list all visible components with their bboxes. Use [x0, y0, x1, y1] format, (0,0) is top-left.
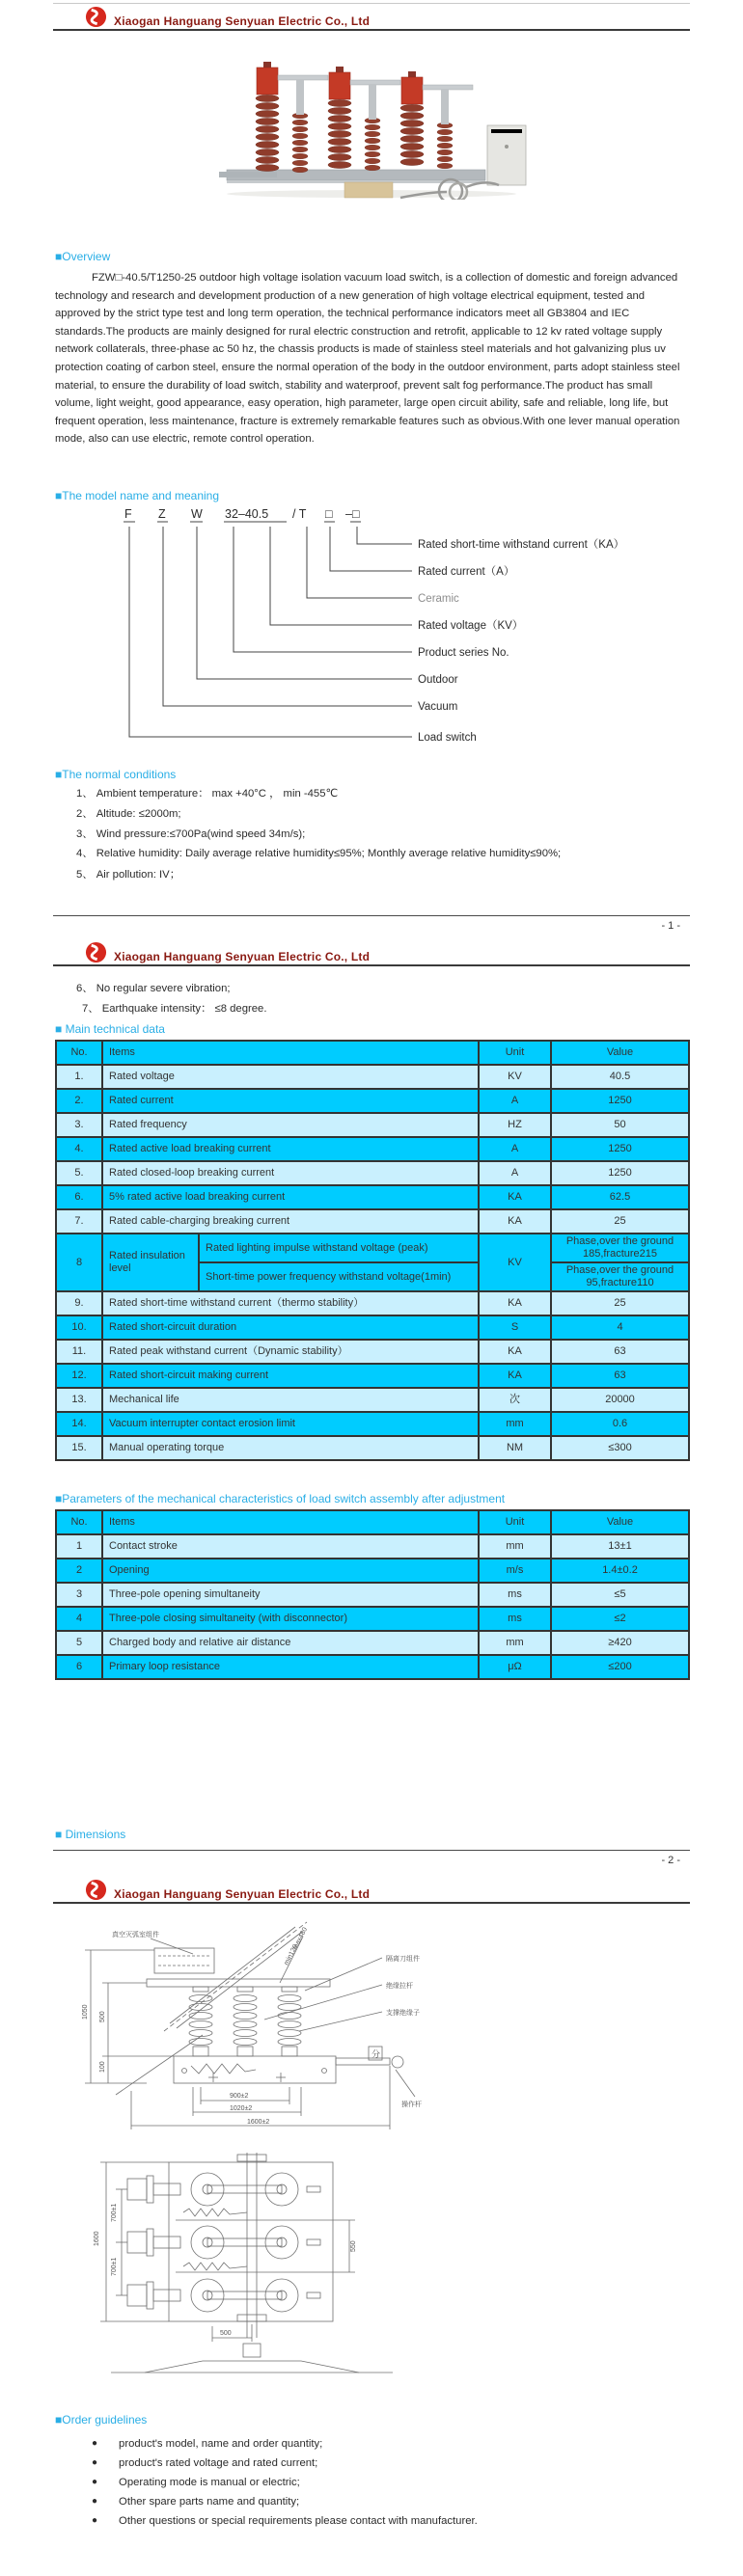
table-cell: Rated current — [102, 1089, 479, 1113]
table-cell: KA — [479, 1364, 551, 1388]
table-cell: ≥420 — [551, 1631, 689, 1655]
company-logo-icon — [85, 1879, 107, 1901]
table-cell: 13±1 — [551, 1534, 689, 1559]
table-cell: 8 — [56, 1234, 102, 1291]
dim-500: 500 — [99, 2011, 106, 2022]
table-cell: KA — [479, 1209, 551, 1234]
table-cell: 1. — [56, 1065, 102, 1089]
table-cell: 2. — [56, 1089, 102, 1113]
table-cell: m/s — [479, 1559, 551, 1583]
dim-plan-1600: 1600 — [94, 2231, 100, 2246]
overview-title: ■Overview — [55, 250, 111, 263]
table-cell: ms — [479, 1583, 551, 1607]
table-cell: 62.5 — [551, 1185, 689, 1209]
model-label-load-switch: Load switch — [418, 732, 477, 744]
drawing-label-knife-assembly: 隔离刀组件 — [386, 1956, 420, 1963]
normal-conditions-title: ■The normal conditions — [55, 768, 177, 781]
bullet-icon: ● — [92, 2438, 98, 2449]
model-code-box2: –□ — [345, 507, 360, 521]
table-cell: HZ — [479, 1113, 551, 1137]
table-cell: mm — [479, 1631, 551, 1655]
table-row — [56, 1534, 689, 1559]
list-item — [92, 2434, 688, 2454]
table-cell: 6 — [56, 1655, 102, 1679]
table-cell: 13. — [56, 1388, 102, 1412]
list-item: 5、 Air pollution: IV； — [76, 869, 180, 881]
table-cell: 11. — [56, 1340, 102, 1364]
table-row — [56, 1607, 689, 1631]
page3-header — [85, 1879, 370, 1901]
model-label-ceramic: Ceramic — [418, 593, 459, 605]
bullet-text: Other spare parts name and quantity; — [119, 2496, 300, 2508]
table-cell: ≤200 — [551, 1655, 689, 1679]
model-label-vacuum: Vacuum — [418, 701, 458, 713]
table-cell: 40.5 — [551, 1065, 689, 1089]
dimensions-drawing — [58, 1921, 473, 2394]
company-name: Xiaogan Hanguang Senyuan Electric Co., Ltd — [114, 14, 371, 28]
page2-header — [85, 941, 370, 963]
table-cell: No. — [56, 1041, 102, 1065]
table-cell: Unit — [479, 1510, 551, 1534]
dimensions-title: ■ Dimensions — [55, 1828, 126, 1841]
table-cell: A — [479, 1161, 551, 1185]
dim-1600: 1600±2 — [247, 2119, 270, 2126]
page1-footer-line — [53, 915, 690, 916]
table-cell: Rated short-circuit duration — [102, 1315, 479, 1340]
table-cell: 9. — [56, 1291, 102, 1315]
bullet-icon: ● — [92, 2477, 98, 2487]
table-cell: Rated peak withstand current（Dynamic stability） — [102, 1340, 479, 1364]
table-cell: 4. — [56, 1137, 102, 1161]
table-cell: 5 — [56, 1631, 102, 1655]
dim-1050: 1050 — [82, 2004, 89, 2020]
list-item — [92, 2511, 688, 2531]
table-cell: 50 — [551, 1113, 689, 1137]
bullet-text: Other questions or special requirements please contact with manufacturer. — [119, 2515, 478, 2527]
table-cell: 63 — [551, 1340, 689, 1364]
page1-number: - 1 - — [661, 920, 680, 932]
drawing-label-vacuum-assembly: 真空灭弧室组件 — [112, 1932, 159, 1939]
table-cell: Value — [551, 1510, 689, 1534]
overview-body: FZW□-40.5/T1250-25 outdoor high voltage isolation vacuum load switch, is a collection of domestic and foreign advanced technology and research and development production of a new generation of high voltage electrical equipment, tested and approved by the strict type test and long term operation, the technical performance indicators meet all GB3804 and IEC standards.The products are mainly designed for rural electric construction and retrofit, applicable to 12 kv rated voltage supply network collaterals, three-phase ac 50 hz, the chassis products is made of stainless steel materials and hot galvanizing plus uv protection coating of carbon steel, ensure the normal operation of the body in the outdoor environment, parts adopt stainless steel material, to ensure the durability of load switch, stability and waterproof, prevent salt fog performance.The product has small volume, light weight, good appearance, easy operation, high parameter, large open circuit ability, safe and reliable, long life, but frequent operation, less maintenance, fracture is extremely remarkable features such as obvious.With one lever manual operation mode, also can use electric, remote control operation. — [55, 272, 680, 446]
company-logo-icon — [85, 941, 107, 963]
company-logo-icon — [85, 6, 107, 28]
table-cell: KV — [479, 1065, 551, 1089]
model-code-box1: □ — [325, 507, 333, 521]
table-cell: Rated lighting impulse withstand voltage (peak) — [199, 1234, 479, 1262]
table-cell: Rated closed-loop breaking current — [102, 1161, 479, 1185]
table-cell: Three-pole opening simultaneity — [102, 1583, 479, 1607]
table-row — [56, 1161, 689, 1185]
main-technical-data-table — [55, 1040, 690, 1461]
table-cell: ≤5 — [551, 1583, 689, 1607]
table-cell: Mechanical life — [102, 1388, 479, 1412]
table-cell: KV — [479, 1234, 551, 1291]
table-cell: 10. — [56, 1315, 102, 1340]
list-item — [92, 2473, 688, 2492]
table-cell: Rated short-circuit making current — [102, 1364, 479, 1388]
drawing-label-insulating-rod: 绝缘拉杆 — [386, 1983, 413, 1990]
bullet-icon: ● — [92, 2457, 98, 2468]
table-cell: 0.6 — [551, 1412, 689, 1436]
table-cell: 5. — [56, 1161, 102, 1185]
table-row — [56, 1388, 689, 1412]
table-cell: 25 — [551, 1209, 689, 1234]
model-code-w: W — [191, 507, 203, 521]
list-item: 7、 Earthquake intensity： ≤8 degree. — [82, 1003, 267, 1015]
mechanical-parameters-title: ■Parameters of the mechanical characteristics of load switch assembly after adjustment — [55, 1492, 506, 1505]
table-cell: Rated short-time withstand current（thermo stability） — [102, 1291, 479, 1315]
table-cell: KA — [479, 1291, 551, 1315]
table-row — [56, 1364, 689, 1388]
page3-header-rule — [53, 1902, 690, 1904]
table-row — [56, 1583, 689, 1607]
company-name: Xiaogan Hanguang Senyuan Electric Co., Ltd — [114, 950, 371, 963]
table-cell: 6. — [56, 1185, 102, 1209]
company-name: Xiaogan Hanguang Senyuan Electric Co., Ltd — [114, 1887, 371, 1901]
page1-top-line — [53, 3, 690, 4]
table-row — [56, 1185, 689, 1209]
model-label-rated-current: Rated current（A） — [418, 566, 515, 578]
table-row — [56, 1137, 689, 1161]
table-cell: Rated frequency — [102, 1113, 479, 1137]
list-item: 2、 Altitude: ≤2000m; — [76, 808, 181, 820]
table-cell: 14. — [56, 1412, 102, 1436]
bullet-icon: ● — [92, 2515, 98, 2526]
table-cell: 63 — [551, 1364, 689, 1388]
list-item — [92, 2492, 688, 2511]
table-row — [56, 1315, 689, 1340]
table-cell: mm — [479, 1534, 551, 1559]
dim-plan-700b: 700±1 — [111, 2257, 118, 2276]
table-row — [56, 1631, 689, 1655]
bullet-text: Operating mode is manual or electric; — [119, 2477, 300, 2488]
page1-header — [85, 6, 370, 28]
table-cell: KA — [479, 1185, 551, 1209]
main-technical-data-title: ■ Main technical data — [55, 1022, 165, 1036]
table-cell: mm — [479, 1412, 551, 1436]
table-cell: Phase,over the ground 185,fracture215 — [551, 1234, 689, 1262]
model-meaning-diagram — [72, 505, 671, 762]
bullet-text: product's model, name and order quantity; — [119, 2438, 323, 2450]
table-cell: Rated insulation level — [102, 1234, 199, 1291]
table-cell: ms — [479, 1607, 551, 1631]
table-cell: 1250 — [551, 1137, 689, 1161]
table-cell: 3 — [56, 1583, 102, 1607]
table-cell: 7. — [56, 1209, 102, 1234]
bullet-icon: ● — [92, 2496, 98, 2507]
normal-conditions-list — [55, 784, 688, 885]
table-cell: 1 — [56, 1534, 102, 1559]
page2-number: - 2 - — [661, 1855, 680, 1866]
table-row — [56, 1113, 689, 1137]
table-cell: NM — [479, 1436, 551, 1460]
table-cell: 12. — [56, 1364, 102, 1388]
list-item: 6、 No regular severe vibration; — [76, 983, 231, 994]
table-cell: A — [479, 1137, 551, 1161]
model-label-series: Product series No. — [418, 647, 509, 659]
table-cell: No. — [56, 1510, 102, 1534]
table-row — [56, 1559, 689, 1583]
table-cell: 次 — [479, 1388, 551, 1412]
table-cell: Short-time power frequency withstand voltage(1min) — [199, 1262, 479, 1291]
model-label-outdoor: Outdoor — [418, 674, 458, 686]
table-cell: Vacuum interrupter contact erosion limit — [102, 1412, 479, 1436]
table-cell: 4 — [551, 1315, 689, 1340]
table-cell: 15. — [56, 1436, 102, 1460]
bullet-text: product's rated voltage and rated current; — [119, 2457, 318, 2469]
table-cell: 4 — [56, 1607, 102, 1631]
table-cell: 1.4±0.2 — [551, 1559, 689, 1583]
table-row — [56, 1412, 689, 1436]
list-item: 1、 Ambient temperature： max +40°C ， min -455℃ — [76, 788, 339, 800]
table-cell: KA — [479, 1340, 551, 1364]
drawing-label-support-insulator: 支撑绝缘子 — [386, 2010, 420, 2017]
table-cell: Rated active load breaking current — [102, 1137, 479, 1161]
table-cell: ≤2 — [551, 1607, 689, 1631]
table-cell: Manual operating torque — [102, 1436, 479, 1460]
order-guidelines-list — [92, 2434, 688, 2531]
table-row — [56, 1209, 689, 1234]
table-cell: 1250 — [551, 1089, 689, 1113]
table-row — [56, 1234, 689, 1262]
dim-min120: min120 — [283, 1943, 300, 1966]
table-cell: Opening — [102, 1559, 479, 1583]
dim-plan-550: 550 — [350, 2240, 357, 2252]
table-row — [56, 1065, 689, 1089]
table-cell: Rated voltage — [102, 1065, 479, 1089]
table-cell: μΩ — [479, 1655, 551, 1679]
table-cell: 3. — [56, 1113, 102, 1137]
dim-900: 900±2 — [230, 2093, 249, 2100]
page2-header-rule — [53, 964, 690, 966]
product-photo — [207, 50, 536, 200]
table-cell: 5% rated active load breaking current — [102, 1185, 479, 1209]
table-header-row — [56, 1041, 689, 1065]
table-cell: ≤300 — [551, 1436, 689, 1460]
table-cell: Phase,over the ground 95,fracture110 — [551, 1262, 689, 1291]
table-row — [56, 1340, 689, 1364]
table-cell: 25 — [551, 1291, 689, 1315]
normal-conditions-list-continued — [55, 979, 688, 1019]
table-cell: 2 — [56, 1559, 102, 1583]
dim-1020: 1020±2 — [230, 2105, 253, 2112]
model-meaning-title: ■The model name and meaning — [55, 489, 220, 502]
table-cell: Unit — [479, 1041, 551, 1065]
table-row — [56, 1291, 689, 1315]
page1-header-rule — [53, 29, 690, 31]
table-cell: Primary loop resistance — [102, 1655, 479, 1679]
mechanical-parameters-table — [55, 1509, 690, 1680]
list-item — [92, 2454, 688, 2473]
table-cell: 1250 — [551, 1161, 689, 1185]
list-item: 4、 Relative humidity: Daily average relative humidity≤95%; Monthly average relative humidity≤90%; — [76, 848, 562, 859]
drawing-label-operating-lever: 操作杆 — [401, 2101, 422, 2108]
table-cell: Items — [102, 1041, 479, 1065]
dim-plan-500: 500 — [220, 2330, 232, 2337]
model-label-short-time-current: Rated short-time withstand current（KA） — [418, 539, 625, 551]
model-code-f: F — [124, 507, 132, 521]
table-cell: Three-pole closing simultaneity (with disconnector) — [102, 1607, 479, 1631]
table-row — [56, 1655, 689, 1679]
table-row — [56, 1089, 689, 1113]
list-item: 3、 Wind pressure:≤700Pa(wind speed 34m/s); — [76, 828, 306, 840]
table-cell: Charged body and relative air distance — [102, 1631, 479, 1655]
page2-footer-line — [53, 1850, 690, 1851]
model-code-t: / T — [292, 507, 307, 521]
table-cell: A — [479, 1089, 551, 1113]
model-code-series: 32–40.5 — [225, 507, 269, 521]
model-code-z: Z — [158, 507, 166, 521]
dim-max480: max480 — [291, 1926, 310, 1951]
table-cell: 20000 — [551, 1388, 689, 1412]
dim-100: 100 — [99, 2061, 106, 2073]
table-cell: S — [479, 1315, 551, 1340]
model-label-rated-voltage: Rated voltage（KV） — [418, 620, 524, 632]
dim-plan-700a: 700±1 — [111, 2203, 118, 2222]
table-cell: Value — [551, 1041, 689, 1065]
table-cell: Contact stroke — [102, 1534, 479, 1559]
table-row — [56, 1436, 689, 1460]
order-guidelines-title: ■Order guidelines — [55, 2413, 148, 2427]
table-cell: Rated cable-charging breaking current — [102, 1209, 479, 1234]
drawing-label-open-symbol: 分 — [372, 2049, 381, 2059]
table-cell: Items — [102, 1510, 479, 1534]
table-header-row — [56, 1510, 689, 1534]
